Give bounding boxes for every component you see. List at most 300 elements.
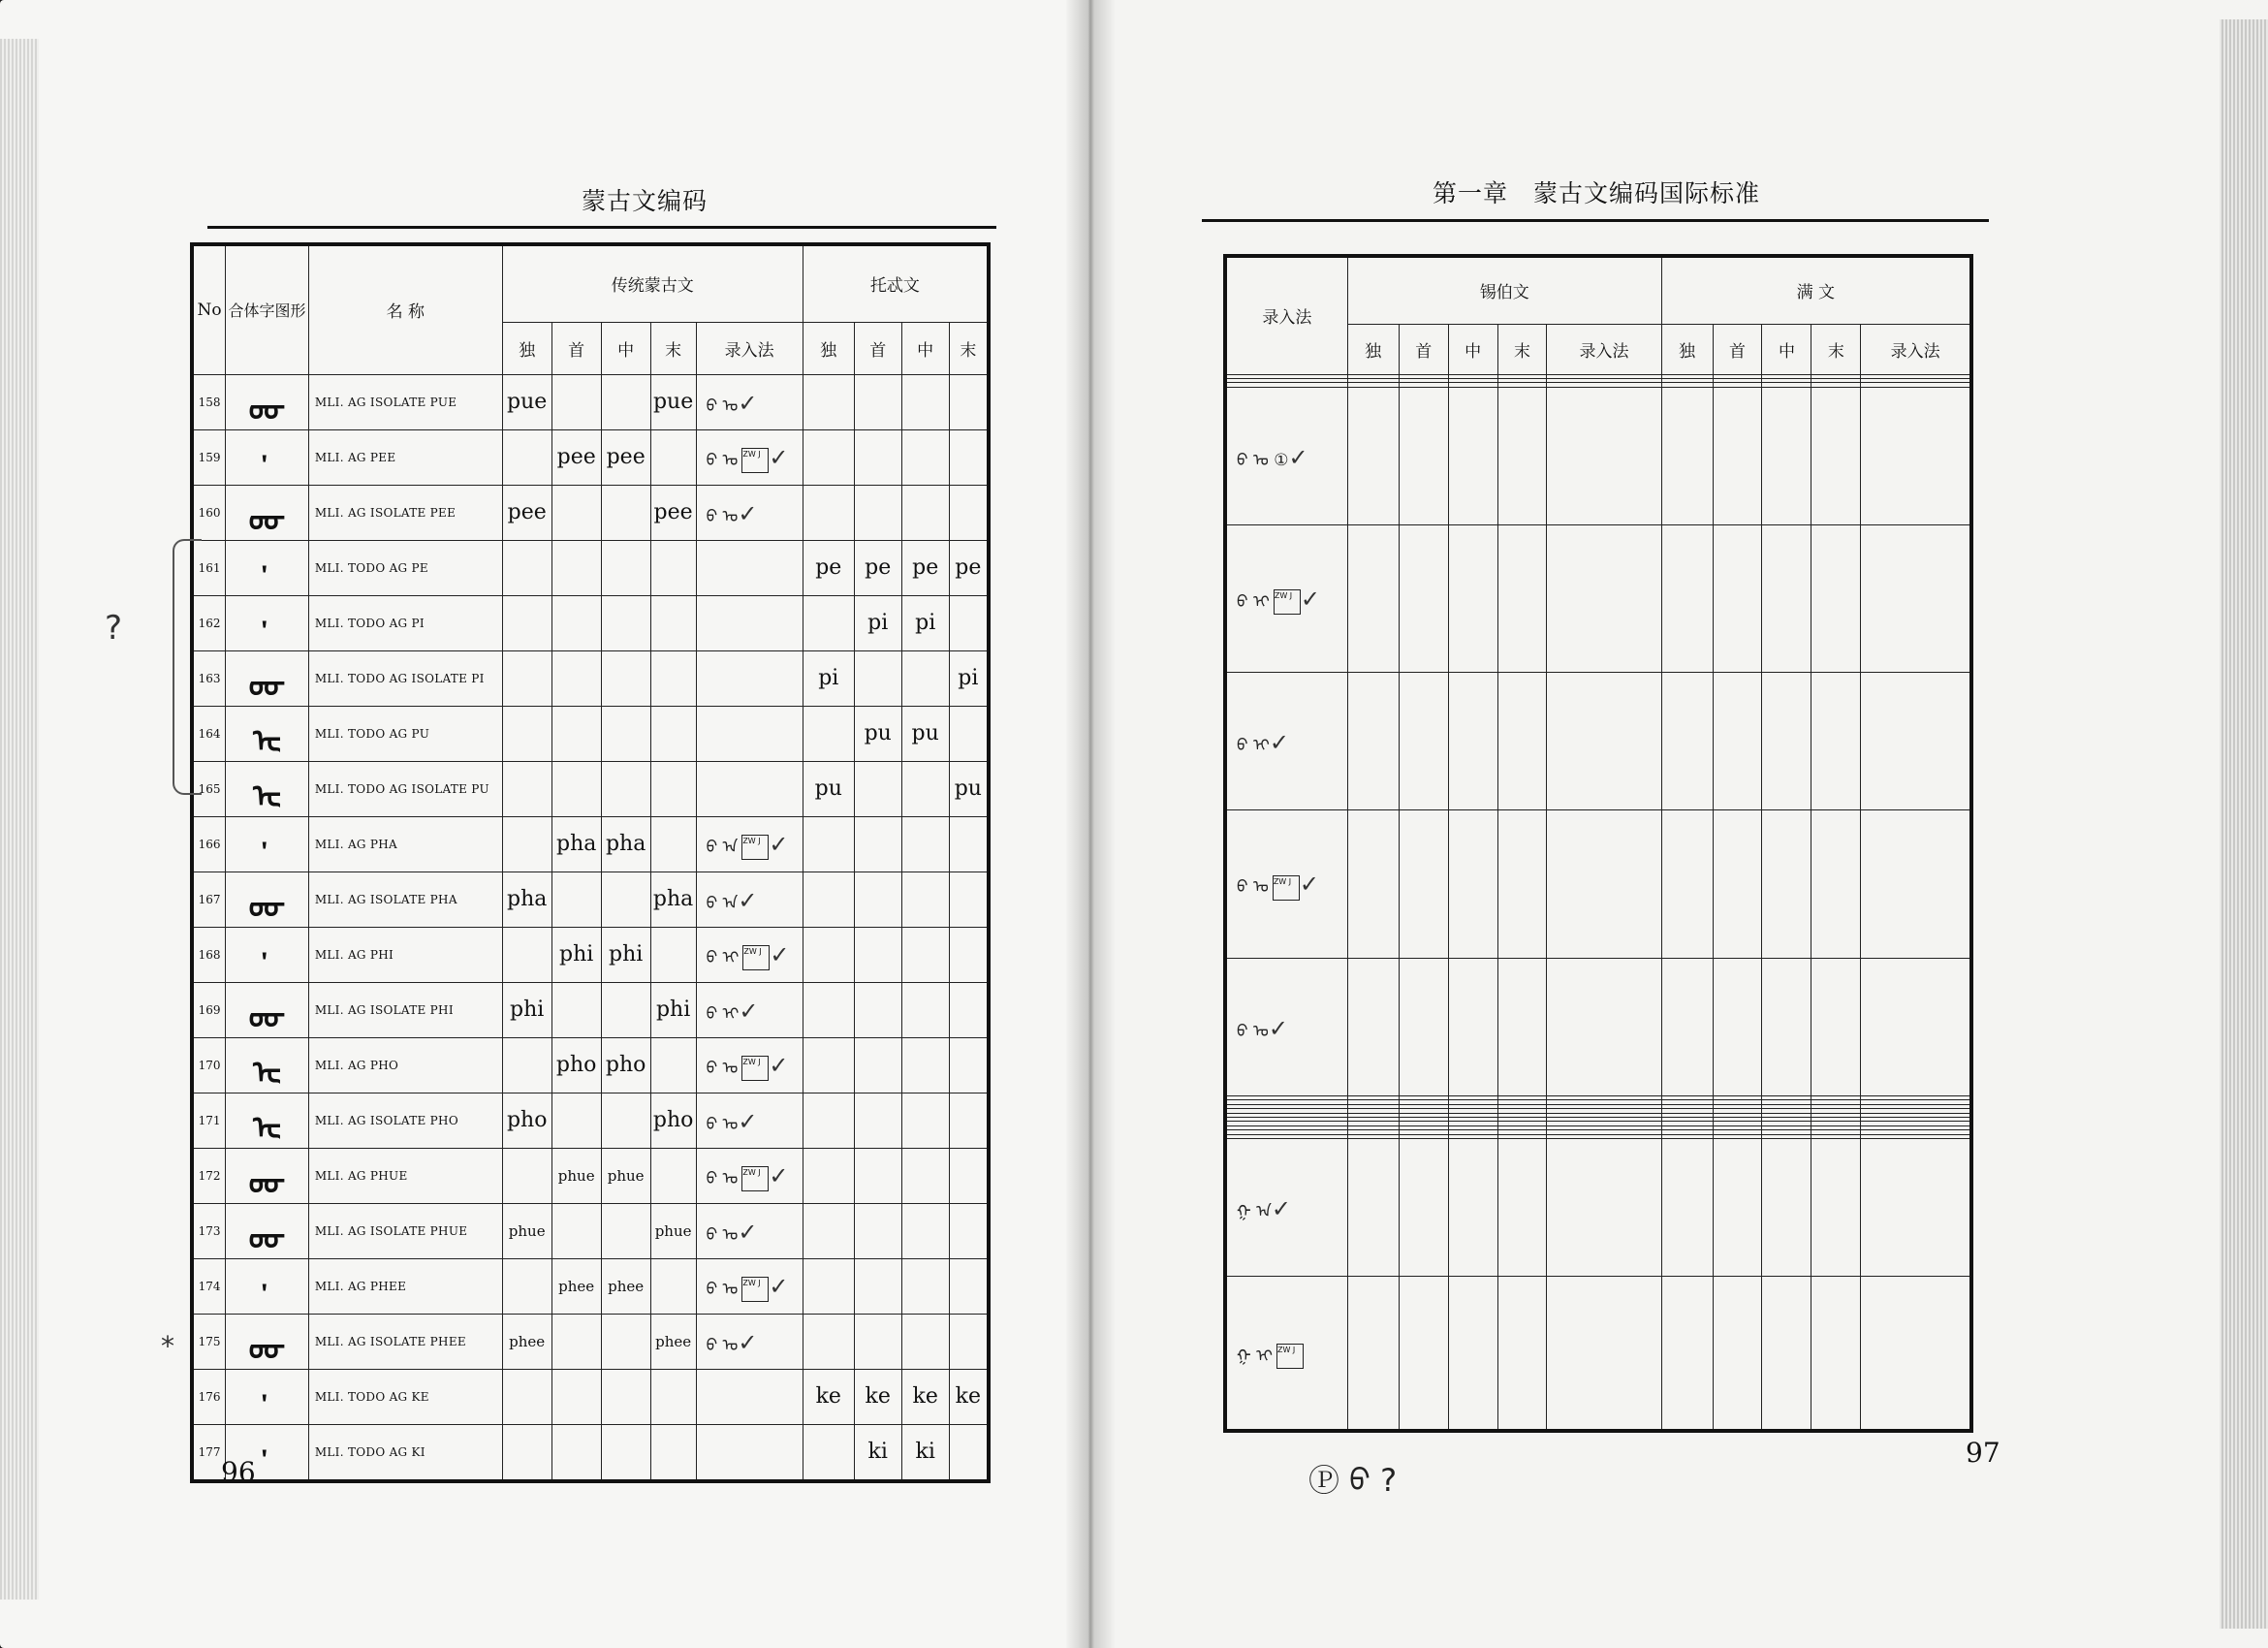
trad-isolate-form: phue [502, 1203, 551, 1258]
col-input-prev: 录入法 [1225, 256, 1347, 374]
check-mark: ✓ [738, 500, 758, 527]
xibe-cell [1399, 1276, 1448, 1431]
col-manchu: 满 文 [1661, 256, 1971, 324]
character-name: MLI. AG PHEE [308, 1258, 502, 1314]
left-running-head: 蒙古文编码 [582, 187, 709, 215]
input-method [1225, 1276, 1347, 1431]
manchu-cell [1713, 1276, 1762, 1431]
table-row [192, 761, 989, 816]
page-stack-edge-right [2220, 19, 2268, 1629]
trad-medial-form [601, 1093, 650, 1148]
todo-final-form: pi [949, 650, 989, 706]
input-method [696, 872, 803, 927]
row-number: 161 [192, 540, 226, 595]
character-name: MLI. AG PHO [308, 1037, 502, 1093]
input-method [696, 485, 803, 540]
trad-medial-form [601, 374, 650, 429]
todo-final-form [949, 982, 989, 1037]
table-row [1225, 524, 1971, 673]
col-traditional-mongolian: 传统蒙古文 [502, 244, 803, 322]
input-method [696, 816, 803, 872]
trad-isolate-form [502, 1369, 551, 1424]
col-xibe-initial: 首 [1399, 324, 1448, 374]
todo-medial-form [901, 982, 949, 1037]
check-mark: ✓ [769, 1051, 789, 1079]
todo-medial-form [901, 761, 949, 816]
ligature-glyph: ᡄ [226, 761, 309, 816]
right-page-number: 97 [1966, 1437, 2000, 1469]
input-method [696, 429, 803, 485]
todo-isolate-form: pi [803, 650, 854, 706]
ligature-glyph [226, 1258, 309, 1314]
character-name: MLI. TODO AG ISOLATE PU [308, 761, 502, 816]
todo-medial-form [901, 1093, 949, 1148]
xibe-cell [1497, 387, 1547, 524]
character-name: MLI. TODO AG KE [308, 1369, 502, 1424]
trad-initial-form: phue [551, 1148, 601, 1203]
todo-isolate-form [803, 706, 854, 761]
row-number: 166 [192, 816, 226, 872]
xibe-cell [1547, 387, 1661, 524]
col-trad-medial: 中 [601, 322, 650, 374]
check-mark: ✓ [1299, 871, 1319, 899]
input-method [696, 1203, 803, 1258]
input-method [696, 1093, 803, 1148]
col-todo-isolate: 独 [803, 322, 854, 374]
row-number: 163 [192, 650, 226, 706]
trad-medial-form [601, 1314, 650, 1369]
todo-initial-form [854, 761, 901, 816]
trad-final-form: phue [650, 1203, 696, 1258]
trad-initial-form [551, 872, 601, 927]
trad-medial-form [601, 595, 650, 650]
zwj-box: ZW J [741, 835, 769, 860]
row-number: 168 [192, 927, 226, 982]
character-name: MLI. AG ISOLATE PHA [308, 872, 502, 927]
check-mark: ✓ [739, 998, 759, 1025]
zwj-box: ZW J [741, 1277, 769, 1302]
manchu-cell [1661, 387, 1713, 524]
trad-final-form [650, 761, 696, 816]
todo-final-form: pu [949, 761, 989, 816]
row-number: 162 [192, 595, 226, 650]
todo-final-form [949, 927, 989, 982]
col-trad-final: 末 [650, 322, 696, 374]
manchu-cell [1713, 524, 1762, 673]
input-method [696, 927, 803, 982]
todo-medial-form [901, 872, 949, 927]
todo-medial-form [901, 429, 949, 485]
todo-isolate-form [803, 595, 854, 650]
todo-initial-form: pi [854, 595, 901, 650]
manchu-cell [1713, 387, 1762, 524]
manchu-cell [1661, 1276, 1713, 1431]
trad-initial-form [551, 485, 601, 540]
bottom-handwritten-note: Ⓟ ᠪ ? [1308, 1462, 1398, 1499]
xibe-cell [1497, 673, 1547, 810]
todo-initial-form: pe [854, 540, 901, 595]
manchu-cell [1661, 810, 1713, 959]
zwj-box: ZW J [1276, 1344, 1304, 1369]
trad-isolate-form [502, 1148, 551, 1203]
trad-isolate-form [502, 761, 551, 816]
table-row [192, 982, 989, 1037]
ligature-glyph: ᡂ [226, 1314, 309, 1369]
todo-initial-form [854, 429, 901, 485]
todo-initial-form [854, 1093, 901, 1148]
todo-isolate-form [803, 927, 854, 982]
xibe-cell [1399, 524, 1448, 673]
character-name: MLI. AG ISOLATE PEE [308, 485, 502, 540]
todo-medial-form: pe [901, 540, 949, 595]
trad-initial-form [551, 1314, 601, 1369]
table-row [1225, 810, 1971, 959]
xibe-cell [1547, 1276, 1661, 1431]
manchu-cell [1811, 1276, 1861, 1431]
row-number: 171 [192, 1093, 226, 1148]
trad-final-form [650, 1369, 696, 1424]
manchu-cell [1811, 387, 1861, 524]
todo-final-form [949, 485, 989, 540]
trad-initial-form [551, 374, 601, 429]
zwj-box: ZW J [1273, 875, 1300, 901]
trad-final-form: pha [650, 872, 696, 927]
trad-medial-form [601, 982, 650, 1037]
character-name: MLI. AG PHUE [308, 1148, 502, 1203]
trad-medial-form [601, 485, 650, 540]
trad-initial-form: pee [551, 429, 601, 485]
trad-final-form: pho [650, 1093, 696, 1148]
manchu-cell [1713, 673, 1762, 810]
manchu-cell [1861, 959, 1971, 1096]
table-row [1225, 959, 1971, 1096]
xibe-cell [1399, 810, 1448, 959]
trad-final-form [650, 595, 696, 650]
xibe-cell [1448, 524, 1497, 673]
table-row [192, 872, 989, 927]
todo-final-form [949, 1037, 989, 1093]
check-mark: ✓ [738, 1219, 758, 1246]
check-mark: ✓ [769, 443, 789, 471]
table-row [192, 374, 989, 429]
xibe-cell [1347, 1139, 1399, 1277]
trad-medial-form: phee [601, 1258, 650, 1314]
row-number: 172 [192, 1148, 226, 1203]
col-xibe-isolate: 独 [1347, 324, 1399, 374]
ligature-glyph [226, 816, 309, 872]
trad-isolate-form [502, 1037, 551, 1093]
xibe-cell [1347, 810, 1399, 959]
trad-medial-form: phi [601, 927, 650, 982]
manchu-cell [1861, 1139, 1971, 1277]
trad-isolate-form: phee [502, 1314, 551, 1369]
xibe-cell [1347, 959, 1399, 1096]
row-number: 158 [192, 374, 226, 429]
trad-isolate-form [502, 1424, 551, 1481]
manchu-cell [1762, 1139, 1811, 1277]
todo-final-form [949, 706, 989, 761]
table-row [192, 1314, 989, 1369]
table-row [192, 485, 989, 540]
trad-initial-form: pho [551, 1037, 601, 1093]
trad-isolate-form [502, 927, 551, 982]
todo-isolate-form [803, 374, 854, 429]
todo-final-form [949, 1148, 989, 1203]
table-row [192, 540, 989, 595]
ligature-glyph: ᡂ [226, 485, 309, 540]
table-row [192, 816, 989, 872]
todo-final-form: ke [949, 1369, 989, 1424]
trad-medial-form [601, 761, 650, 816]
manchu-cell [1861, 673, 1971, 810]
row-number: 159 [192, 429, 226, 485]
trad-final-form [650, 1258, 696, 1314]
manchu-cell [1811, 959, 1861, 1096]
trad-initial-form [551, 540, 601, 595]
input-method [1225, 673, 1347, 810]
ligature-glyph: ᡄ [226, 706, 309, 761]
trad-isolate-form [502, 595, 551, 650]
col-todo-initial: 首 [854, 322, 901, 374]
xibe-cell [1547, 959, 1661, 1096]
xibe-cell [1347, 387, 1399, 524]
character-name: MLI. AG PEE [308, 429, 502, 485]
check-mark: ✓ [738, 887, 758, 914]
input-sequence: ᠪ ᠢ [1237, 736, 1270, 756]
ligature-glyph [226, 429, 309, 485]
zwj-box: ZW J [742, 945, 770, 970]
trad-initial-form [551, 595, 601, 650]
trad-medial-form [601, 1203, 650, 1258]
todo-initial-form [854, 1314, 901, 1369]
check-mark: ✓ [1288, 443, 1308, 471]
check-mark: ✓ [738, 1329, 758, 1356]
trad-medial-form [601, 540, 650, 595]
todo-medial-form [901, 1258, 949, 1314]
input-method [696, 1369, 803, 1424]
check-mark: ✓ [1300, 585, 1320, 613]
todo-medial-form: ke [901, 1369, 949, 1424]
input-sequence: ᠪ ᠢ [1237, 591, 1270, 612]
trad-isolate-form [502, 540, 551, 595]
manchu-cell [1762, 959, 1811, 1096]
xibe-cell [1448, 673, 1497, 810]
left-head-rule [207, 226, 996, 229]
trad-isolate-form [502, 429, 551, 485]
margin-star: * [161, 1330, 174, 1362]
input-method [696, 761, 803, 816]
row-number: 175 [192, 1314, 226, 1369]
trad-isolate-form [502, 1258, 551, 1314]
manchu-cell [1661, 1139, 1713, 1277]
input-sequence: ᠪ ᠠ [706, 894, 739, 913]
table-row [1225, 1139, 1971, 1277]
ligature-glyph [226, 927, 309, 982]
col-name: 名 称 [308, 244, 502, 374]
character-name: MLI. TODO AG KI [308, 1424, 502, 1481]
table-row [192, 927, 989, 982]
trad-isolate-form: pho [502, 1093, 551, 1148]
character-name: MLI. AG ISOLATE PUE [308, 374, 502, 429]
col-manchu-initial: 首 [1713, 324, 1762, 374]
todo-isolate-form: ke [803, 1369, 854, 1424]
col-manchu-isolate: 独 [1661, 324, 1713, 374]
todo-final-form [949, 1314, 989, 1369]
trad-medial-form: pee [601, 429, 650, 485]
xibe-cell [1547, 524, 1661, 673]
trad-final-form [650, 816, 696, 872]
todo-isolate-form [803, 429, 854, 485]
input-sequence: ᠪ ᠣ [706, 1168, 739, 1188]
todo-initial-form: pu [854, 706, 901, 761]
manchu-cell [1713, 1139, 1762, 1277]
table-row [1225, 673, 1971, 810]
manchu-cell [1713, 959, 1762, 1096]
right-code-table [1223, 254, 1973, 1433]
col-manchu-final: 末 [1811, 324, 1861, 374]
trad-isolate-form: pue [502, 374, 551, 429]
input-sequence: ᠭ ᠢ [1237, 1346, 1273, 1366]
trad-final-form [650, 650, 696, 706]
manchu-cell [1661, 673, 1713, 810]
todo-final-form [949, 595, 989, 650]
ligature-glyph [226, 595, 309, 650]
table-row [192, 595, 989, 650]
xibe-cell [1399, 959, 1448, 1096]
todo-medial-form [901, 1148, 949, 1203]
input-method [696, 1148, 803, 1203]
right-head-rule [1202, 219, 1989, 222]
input-method [1225, 810, 1347, 959]
manchu-cell [1861, 1276, 1971, 1431]
ligature-glyph: ᡂ [226, 872, 309, 927]
xibe-cell [1399, 387, 1448, 524]
trad-medial-form [601, 706, 650, 761]
todo-medial-form [901, 374, 949, 429]
input-sequence: ᠭ ᠠ [1237, 1201, 1272, 1221]
trad-medial-form: phue [601, 1148, 650, 1203]
todo-final-form [949, 872, 989, 927]
xibe-cell [1347, 673, 1399, 810]
input-sequence: ᠪ ᠣ [706, 450, 739, 470]
todo-initial-form [854, 927, 901, 982]
table-row [192, 1424, 989, 1481]
todo-final-form [949, 374, 989, 429]
table-row [192, 429, 989, 485]
col-no: No [192, 244, 226, 374]
ligature-glyph: ᡄ [226, 1037, 309, 1093]
row-number: 174 [192, 1258, 226, 1314]
trad-final-form [650, 927, 696, 982]
col-glyph: 合体字图形 [226, 244, 309, 374]
todo-medial-form [901, 927, 949, 982]
trad-final-form: pue [650, 374, 696, 429]
left-code-table [190, 242, 991, 1483]
input-sequence: ᠪ ᠣ [706, 1115, 739, 1134]
trad-final-form: phi [650, 982, 696, 1037]
input-sequence: ᠪ ᠣ [706, 507, 739, 526]
xibe-cell [1497, 524, 1547, 673]
table-row [192, 650, 989, 706]
row-number: 167 [192, 872, 226, 927]
check-mark: ✓ [769, 830, 789, 858]
table-row [192, 1203, 989, 1258]
trad-initial-form [551, 761, 601, 816]
input-method [696, 1424, 803, 1481]
trad-initial-form [551, 706, 601, 761]
row-number: 176 [192, 1369, 226, 1424]
todo-isolate-form [803, 1314, 854, 1369]
todo-initial-form [854, 1148, 901, 1203]
trad-final-form [650, 1037, 696, 1093]
character-name: MLI. AG ISOLATE PHI [308, 982, 502, 1037]
input-method [696, 540, 803, 595]
manchu-cell [1762, 1276, 1811, 1431]
check-mark: ✓ [770, 940, 790, 968]
todo-isolate-form [803, 1424, 854, 1481]
margin-question-mark: ? [105, 609, 123, 648]
trad-final-form [650, 1148, 696, 1203]
col-trad-input: 录入法 [696, 322, 803, 374]
manchu-cell [1861, 524, 1971, 673]
todo-final-form [949, 1258, 989, 1314]
manchu-cell [1861, 387, 1971, 524]
row-number: 173 [192, 1203, 226, 1258]
todo-isolate-form: pe [803, 540, 854, 595]
check-mark: ✓ [1268, 1014, 1288, 1042]
row-number: 169 [192, 982, 226, 1037]
character-name: MLI. TODO AG PE [308, 540, 502, 595]
todo-initial-form [854, 374, 901, 429]
xibe-cell [1497, 1276, 1547, 1431]
xibe-cell [1347, 1276, 1399, 1431]
trad-initial-form [551, 1203, 601, 1258]
zwj-box: ZW J [741, 448, 769, 473]
input-sequence: ᠪ ᠢ [706, 1004, 740, 1024]
manchu-cell [1811, 810, 1861, 959]
manchu-cell [1811, 673, 1861, 810]
input-sequence: ᠪ ᠣ [706, 1279, 739, 1299]
manchu-cell [1661, 524, 1713, 673]
table-row [1225, 387, 1971, 524]
character-name: MLI. TODO AG ISOLATE PI [308, 650, 502, 706]
ligature-glyph [226, 1369, 309, 1424]
input-method [696, 1314, 803, 1369]
col-trad-isolate: 独 [502, 322, 551, 374]
todo-isolate-form [803, 1037, 854, 1093]
ligature-glyph: ᡄ [226, 1093, 309, 1148]
todo-isolate-form: pu [803, 761, 854, 816]
character-name: MLI. AG PHI [308, 927, 502, 982]
trad-initial-form [551, 982, 601, 1037]
todo-initial-form [854, 1037, 901, 1093]
todo-isolate-form [803, 1258, 854, 1314]
row-number: 170 [192, 1037, 226, 1093]
margin-bracket [173, 539, 202, 795]
input-method [1225, 959, 1347, 1096]
todo-final-form [949, 1424, 989, 1481]
table-row [192, 1369, 989, 1424]
xibe-cell [1448, 959, 1497, 1096]
check-mark: ✓ [769, 1161, 789, 1189]
trad-initial-form: phi [551, 927, 601, 982]
trad-isolate-form [502, 706, 551, 761]
row-number: 165 [192, 761, 226, 816]
manchu-cell [1762, 673, 1811, 810]
trad-initial-form [551, 650, 601, 706]
trad-medial-form: pha [601, 816, 650, 872]
input-method [696, 706, 803, 761]
